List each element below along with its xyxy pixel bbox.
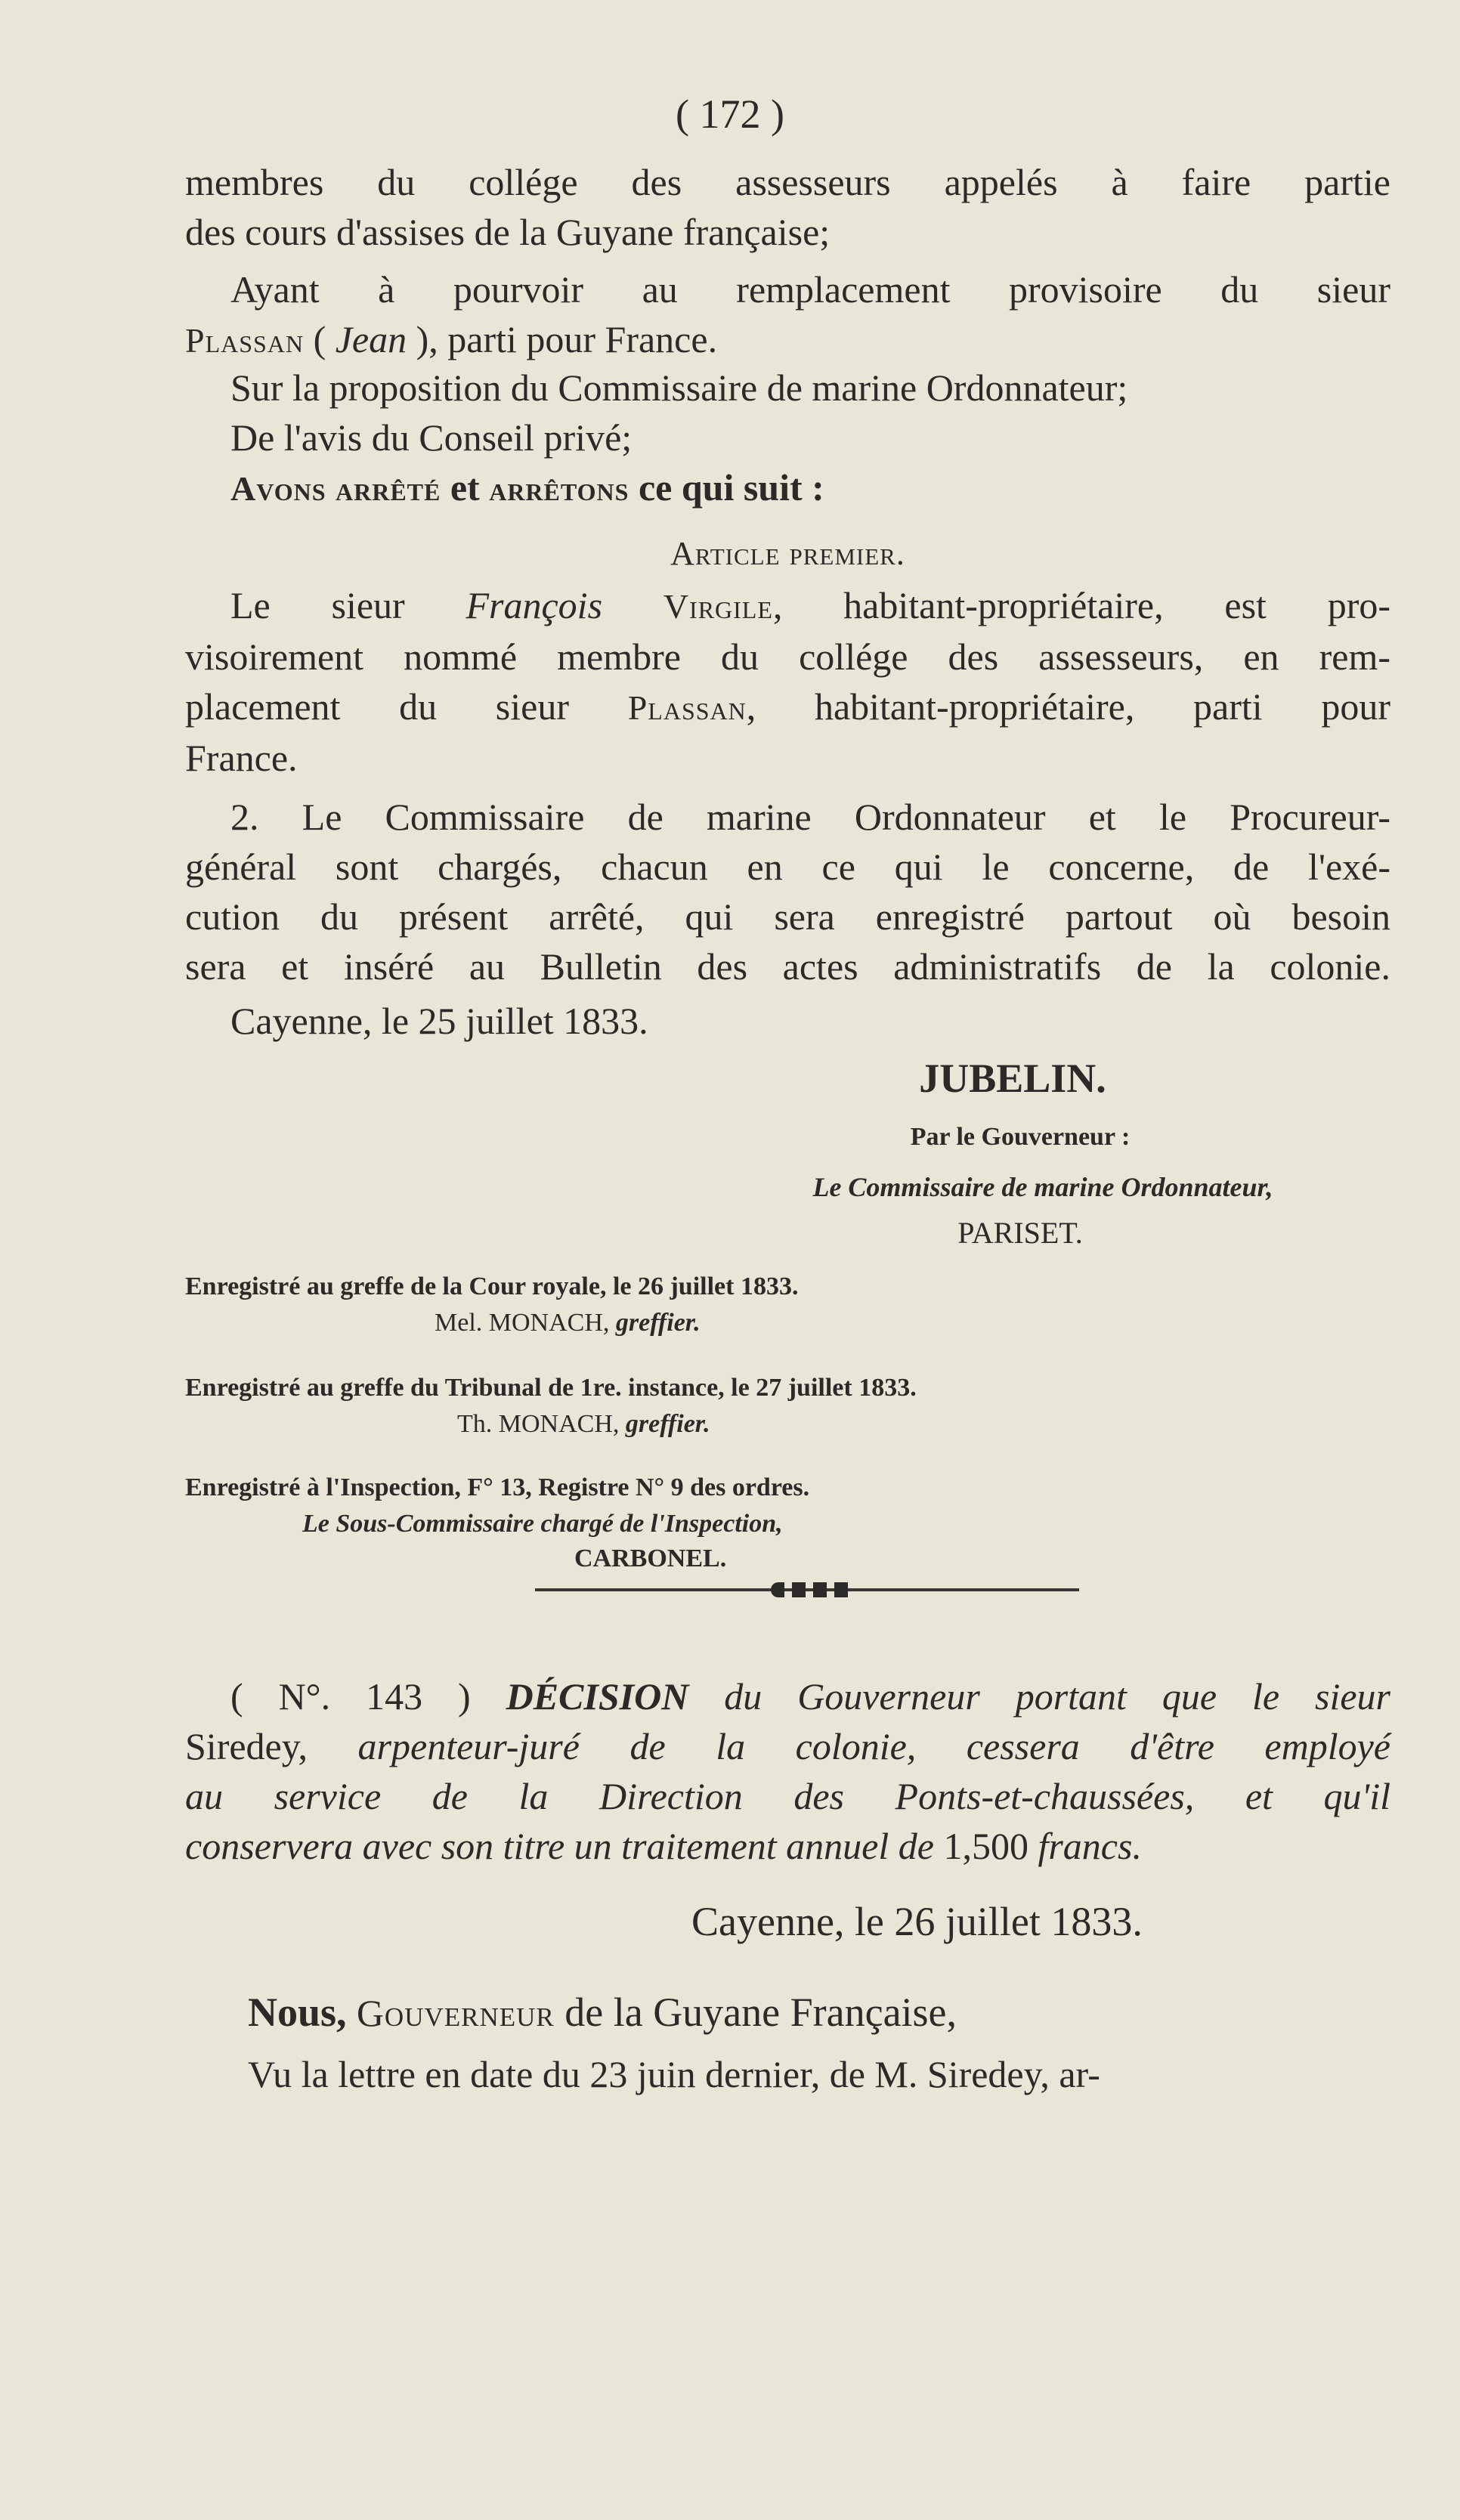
arrete-word: arrêté xyxy=(336,469,441,508)
article-2-line-2: général sont chargés, chacun en ce qui le concerne, de l'exé- xyxy=(185,846,1390,888)
commissaire-title: Le Commissaire de marine Ordonnateur, xyxy=(812,1172,1273,1202)
arretons-word: arrêtons xyxy=(489,469,629,508)
avons-arrete-line xyxy=(185,462,1436,514)
considerant-paragraph xyxy=(185,264,1390,366)
article-1-paragraph xyxy=(185,580,1390,783)
registration-cour-royale: Enregistré au greffe de la Cour royale, le 26 juillet 1833. xyxy=(185,1272,799,1300)
opening-line-1: membres du collége des assesseurs appelés à faire partie xyxy=(185,161,1390,203)
signature-block xyxy=(816,1055,1209,1102)
decision-line-1 xyxy=(185,1671,1390,1721)
commissaire-name: PARISET. xyxy=(957,1216,1083,1250)
article-2-paragraph xyxy=(185,792,1390,991)
article-1-line-1-rest: , habitant-propriétaire, est pro- xyxy=(772,584,1390,626)
opening-paragraph xyxy=(185,157,1390,257)
decision-line-4-text: conservera avec son titre un traitement annuel de xyxy=(185,1825,934,1867)
name-plassan-2: Plassan xyxy=(627,688,747,727)
article-2-line-1: 2. Le Commissaire de marine Ordonnateur et le Procureur- xyxy=(230,796,1390,838)
decision-date: Cayenne, le 26 juillet 1833. xyxy=(691,1899,1143,1944)
registrar-name-2: Th. MONACH, xyxy=(457,1410,620,1438)
name-plassan: Plassan xyxy=(185,321,305,360)
first-name-jean: Jean xyxy=(335,318,407,360)
proposition-line: Sur la proposition du Commissaire de marine Ordonnateur; xyxy=(230,366,1128,409)
opening-line-2: des cours d'assises de la Guyane française; xyxy=(185,211,831,253)
registration-cour-royale-signer xyxy=(435,1306,1039,1340)
registration-tribunal-signer xyxy=(457,1407,1062,1442)
article-2-line-3: cution du présent arrêté, qui sera enregistré partout où besoin xyxy=(185,895,1390,938)
par-le-gouverneur: Par le Gouverneur : xyxy=(910,1123,1131,1151)
article-heading: Article premier. xyxy=(670,535,905,572)
decision-line-2-rest: arpenteur-juré de la colonie, cessera d'être employé xyxy=(357,1725,1390,1767)
decision-line-4 xyxy=(185,1821,1390,1871)
article-1-placement: placement du sieur xyxy=(185,685,570,728)
inspection-name: CARBONEL. xyxy=(574,1544,727,1572)
inspection-title: Le Sous-Commissaire chargé de l'Inspection, xyxy=(302,1510,783,1538)
place-date: Cayenne, le 25 juillet 1833. xyxy=(230,1000,648,1042)
article-1-line-3 xyxy=(185,682,1390,733)
salary-amount: 1,500 xyxy=(943,1825,1028,1867)
article-1-line-4: France. xyxy=(185,737,298,779)
vu-la-lettre-line: Vu la lettre en date du 23 juin dernier, de M. Siredey, ar- xyxy=(248,2053,1100,2095)
name-virgile: Virgile xyxy=(663,587,773,626)
decision-line-3: au service de la Direction des Ponts-et-chaussées, et qu'il xyxy=(185,1775,1390,1817)
nous-gouverneur-line xyxy=(248,1987,1381,2039)
page-number: ( 172 ) xyxy=(676,91,784,137)
decision-title: DÉCISION xyxy=(506,1675,689,1718)
name-siredey: Siredey, xyxy=(185,1725,308,1767)
decision-number: ( N°. 143 ) xyxy=(230,1675,471,1718)
considerant-line-2: Plassan ( Jean ), parti pour France. xyxy=(185,318,718,360)
considerant-line-1: Ayant à pourvoir au remplacement provisoire du sieur xyxy=(230,268,1390,311)
signature-jubelin: JUBELIN. xyxy=(919,1056,1106,1101)
registrar-name-1: Mel. MONACH, xyxy=(435,1309,610,1337)
registration-inspection: Enregistré à l'Inspection, F° 13, Registre N° 9 des ordres. xyxy=(185,1473,810,1501)
francs-word: francs. xyxy=(1038,1825,1142,1867)
article-1-line-1 xyxy=(185,580,1390,632)
divider-ornament xyxy=(771,1582,854,1597)
article-1-line-2: visoirement nommé membre du collége des assesseurs, en rem- xyxy=(185,635,1390,678)
avis-line: De l'avis du Conseil privé; xyxy=(230,416,633,459)
article-2-line-4: sera et inséré au Bulletin des actes administratifs de la colonie. xyxy=(185,945,1390,988)
first-name-francois: François xyxy=(466,584,603,626)
gouverneur-word: Gouverneur xyxy=(357,1993,555,2034)
decision-heading xyxy=(185,1671,1390,1871)
nous-word: Nous, xyxy=(248,1990,347,2035)
decision-line-1-rest: du Gouverneur portant que le sieur xyxy=(724,1675,1390,1718)
avons-word: Avons xyxy=(230,469,326,508)
article-1-le-sieur: Le sieur xyxy=(230,584,405,626)
suit-word: suit : xyxy=(743,466,824,509)
registrar-role-2: greffier. xyxy=(625,1410,710,1438)
guyane-francaise: de la Guyane Française, xyxy=(565,1990,957,2035)
considerant-line-2-rest: ), parti pour France. xyxy=(416,318,718,360)
article-1-line-3-rest: , habitant-propriétaire, parti pour xyxy=(746,685,1391,728)
decision-line-2 xyxy=(185,1721,1390,1771)
registration-tribunal: Enregistré au greffe du Tribunal de 1re. instance, le 27 juillet 1833. xyxy=(185,1374,917,1402)
ce-qui-word: ce qui xyxy=(638,466,735,509)
registrar-role-1: greffier. xyxy=(615,1309,701,1337)
et-word: et xyxy=(450,466,480,509)
